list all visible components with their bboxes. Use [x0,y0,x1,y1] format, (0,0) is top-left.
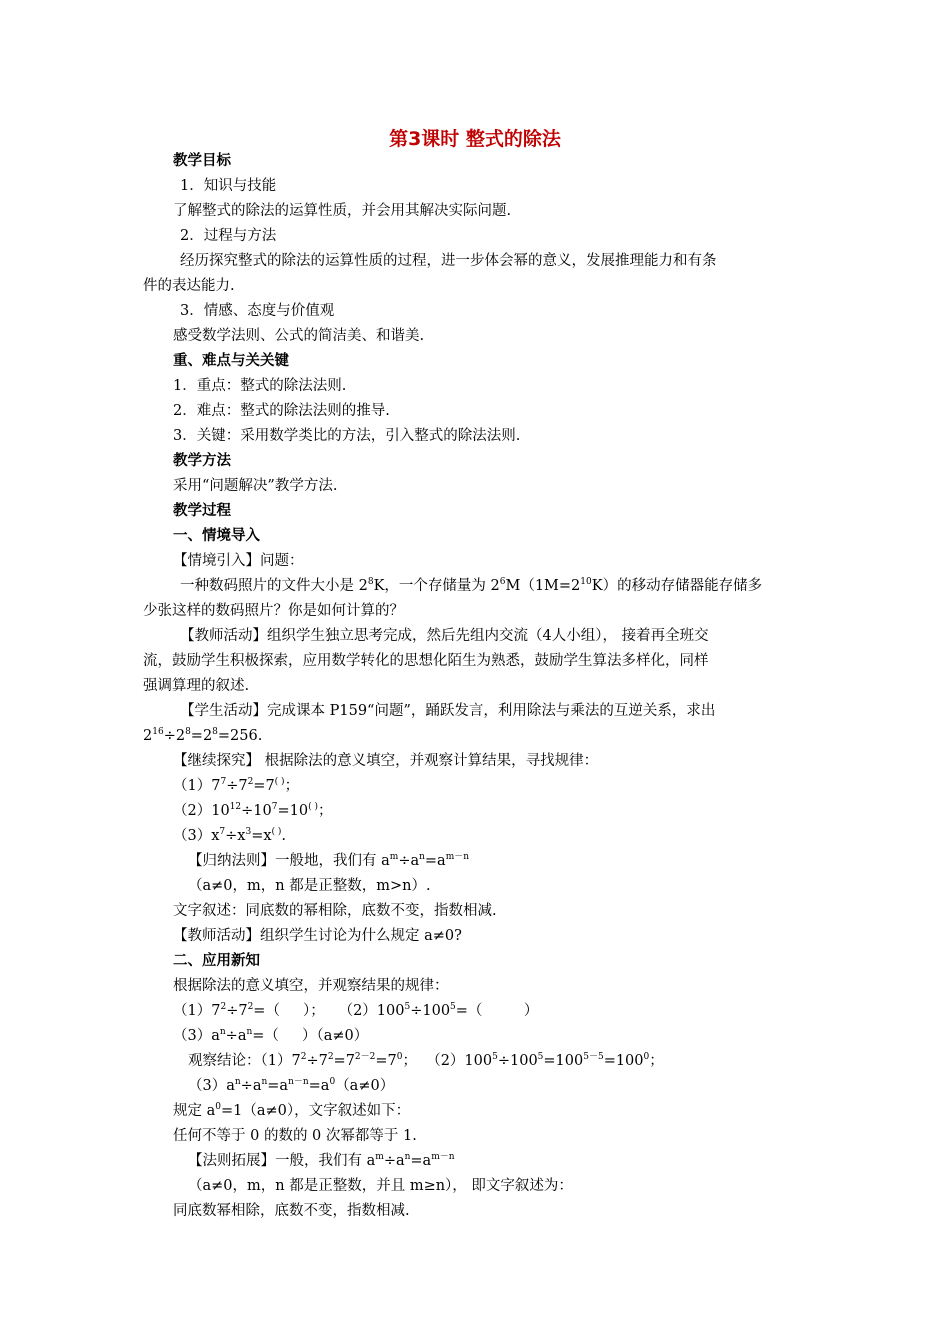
explore-item-3: $(3)x^7\div x^3=x^{( )}$. [173,827,287,844]
rule-condition: （a≠0，m，n 都是正整数，m>n）. [188,878,431,894]
goal-2-text-line1: 经历探究整式的除法的运算性质的过程，进一步体会幂的意义，发展推理能力和有条 [180,253,717,269]
student-activity-line2: $2^{16}\div 2^8=2^8=256$. [143,727,263,744]
rule-text: 文字叙述：同底数的幂相除，底数不变，指数相减. [173,903,497,919]
explore-item-1: $(1)7^7\div 7^2=7^{( )}$； [173,777,300,794]
section-heading-key-points: 重、难点与关关键 [173,353,289,369]
rule-extension: 【法则拓展】一般，我们有 $a^m\div a^n=a^{m-n}$ [188,1152,455,1169]
definition-zero-exponent: 规定 $a^0=1(a\ne 0)$，文字叙述如下： [173,1102,411,1119]
goal-1-heading: 1．知识与技能 [180,178,277,194]
goal-3-heading: 3．情感、态度与价值观 [180,303,335,319]
page-title: 第3课时 整式的除法 [389,128,561,150]
method-text: 采用“问题解决”教学方法. [173,478,338,494]
situation-intro: 【情境引入】问题： [173,553,304,569]
goal-3-text: 感受数学法则、公式的简洁美、和谐美. [173,328,425,344]
goal-1-text: 了解整式的除法的运算性质，并会用其解决实际问题. [173,203,512,219]
observation-conclusion-line1: 观察结论：$(1)7^2\div 7^2=7^{2-2}=7^0$； $(2)100^5\div 100^5=100^{5-5}=100^0$； [188,1052,664,1069]
apply-intro: 根据除法的意义填空，并观察结果的规律： [173,978,449,994]
key-point-2: 2．难点：整式的除法法则的推导. [173,403,390,419]
teacher-activity-2: 【教师活动】组织学生讨论为什么规定 a≠0? [173,928,462,944]
rule-extension-condition: （a≠0，m，n 都是正整数，并且 m≥n）， 即文字叙述为： [188,1178,573,1194]
explore-item-2: $(2)10^{12}\div 10^7=10^{( )}$； [173,802,333,819]
teacher-activity-1-line2: 流，鼓励学生积极探索，应用数学转化的思想化陌生为熟悉，鼓励学生算法多样化，同样 [143,653,709,669]
teacher-activity-1-line3: 强调算理的叙述. [143,678,250,694]
key-point-3: 3．关键：采用数学类比的方法，引入整式的除法法则. [173,428,521,444]
part-1-heading: 一、情境导入 [173,528,260,544]
section-heading-method: 教学方法 [173,453,231,469]
teacher-activity-1-line1: 【教师活动】组织学生独立思考完成，然后先组内交流（4人小组）， 接着再全班交 [180,628,709,644]
goal-2-heading: 2．过程与方法 [180,228,277,244]
zero-exponent-rule: 任何不等于 0 的数的 0 次幂都等于 1. [173,1128,417,1144]
goal-2-text-line2: 件的表达能力. [143,278,235,294]
student-activity-line1: 【学生活动】完成课本 P159“问题”，踊跃发言，利用除法与乘法的互逆关系，求出 [180,703,716,719]
section-heading-process: 教学过程 [173,503,231,519]
question-line2: 少张这样的数码照片？你是如何计算的？ [143,603,404,619]
question-line1: 一种数码照片的文件大小是 $2^8K$，一个存储量为 $2^6M(1M=2^{10}K)$的移动存储器能存储多 [180,577,763,594]
rule-statement: 【归纳法则】一般地，我们有 $a^m\div a^n=a^{m-n}$ [188,852,470,869]
fill-item-3: $(3)a^n\div a^n=$（ ）（a≠0） [173,1027,369,1044]
key-point-1: 1．重点：整式的除法法则. [173,378,347,394]
observation-conclusion-line2: $(3)a^n\div a^n=a^{n-n}=a^0(a\ne 0)$ [188,1077,395,1094]
rule-extension-text: 同底数幂相除，底数不变，指数相减. [173,1203,410,1219]
section-heading-goals: 教学目标 [173,153,231,169]
fill-item-1-2: $(1)7^2\div 7^2=$（ ）； $(2)100^5\div 100^5=$（ ） [173,1002,539,1019]
explore-heading: 【继续探究】 根据除法的意义填空，并观察计算结果，寻找规律： [173,753,599,769]
part-2-heading: 二、应用新知 [173,953,260,969]
